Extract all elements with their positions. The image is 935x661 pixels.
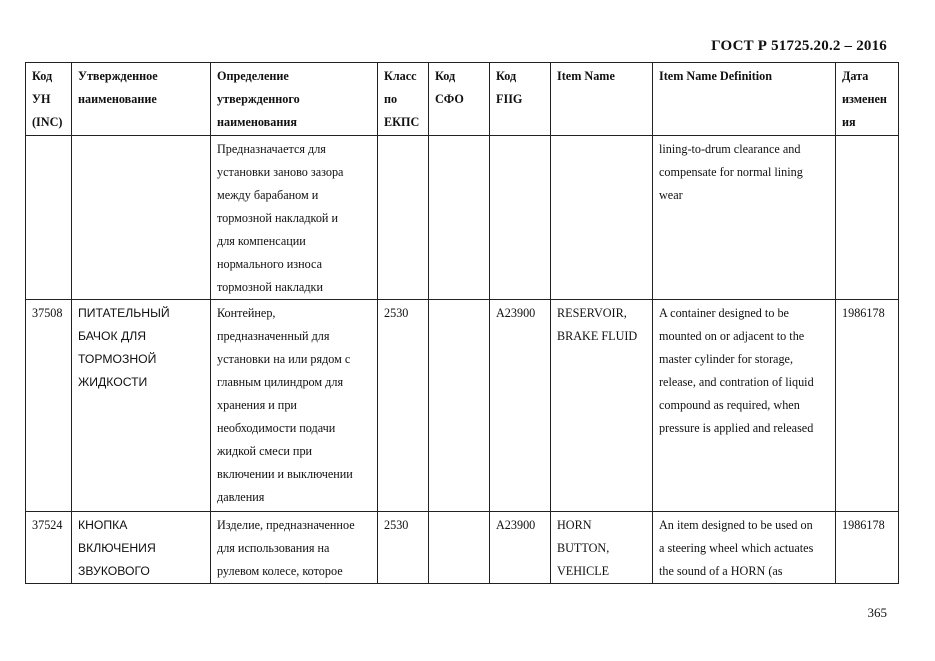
- item-name-cell: [551, 512, 653, 584]
- cell-text-line: ВКЛЮЧЕНИЯ: [78, 541, 156, 555]
- fiig-code-cell: [490, 136, 551, 300]
- sfo-code-cell: [429, 136, 490, 300]
- definition-ru-cell: [211, 136, 378, 300]
- column-header: [490, 63, 551, 136]
- item-definition-cell: [653, 300, 836, 512]
- inc-code-cell: [26, 300, 72, 512]
- cell-text-line: для использования на: [217, 541, 330, 555]
- cell-text: 37508: [32, 306, 63, 320]
- cell-text-line: VEHICLE: [557, 564, 610, 578]
- fiig-code-cell: [490, 512, 551, 584]
- item-definition-cell: [653, 512, 836, 584]
- cell-text-line: lining-to-drum clearance and: [659, 142, 801, 156]
- cell-text-line: ПИТАТЕЛЬНЫЙ: [78, 306, 170, 320]
- cell-text-line: жидкой смеси при: [217, 444, 313, 458]
- column-header-line: СФО: [435, 92, 464, 106]
- cell-text-line: compound as required, when: [659, 398, 800, 412]
- cell-text-line: ТОРМОЗНОЙ: [78, 352, 157, 366]
- column-header-line: утвержденного: [217, 92, 300, 106]
- cell-text-line: Контейнер,: [217, 306, 276, 320]
- column-header-line: (INC): [32, 115, 63, 129]
- cell-text: 2530: [384, 306, 409, 320]
- ekps-class-cell: [378, 136, 429, 300]
- cell-text: 1986178: [842, 518, 885, 532]
- table-row: [26, 512, 899, 584]
- item-name-cell: [551, 136, 653, 300]
- column-header: [72, 63, 211, 136]
- item-name-cell: [551, 300, 653, 512]
- column-header-line: ЕКПС: [384, 115, 420, 129]
- column-header: [378, 63, 429, 136]
- column-header-line: изменен: [842, 92, 887, 106]
- inc-code-cell: [26, 136, 72, 300]
- document-title: ГОСТ Р 51725.20.2 – 2016: [711, 38, 887, 54]
- cell-text-line: необходимости подачи: [217, 421, 336, 435]
- column-header: [551, 63, 653, 136]
- catalog-table: [25, 62, 899, 584]
- cell-text-line: HORN: [557, 518, 592, 532]
- column-header: [653, 63, 836, 136]
- table-row: [26, 300, 899, 512]
- cell-text-line: установки на или рядом с: [217, 352, 351, 366]
- sfo-code-cell: [429, 512, 490, 584]
- cell-text-line: КНОПКА: [78, 518, 128, 532]
- cell-text-line: mounted on or adjacent to the: [659, 329, 805, 343]
- cell-text: 2530: [384, 518, 409, 532]
- column-header: [26, 63, 72, 136]
- cell-text-line: wear: [659, 188, 683, 202]
- column-header-line: Item Name: [557, 69, 615, 83]
- cell-text-line: предназначенный для: [217, 329, 330, 343]
- change-date-cell: [836, 300, 899, 512]
- column-header: [429, 63, 490, 136]
- fiig-code-cell: [490, 300, 551, 512]
- cell-text-line: Изделие, предназначенное: [217, 518, 355, 532]
- cell-text-line: нормального износа: [217, 257, 322, 271]
- cell-text-line: Предназначается для: [217, 142, 326, 156]
- cell-text: 1986178: [842, 306, 885, 320]
- cell-text-line: pressure is applied and released: [659, 421, 814, 435]
- column-header-line: Класс: [384, 69, 417, 83]
- cell-text-line: compensate for normal lining: [659, 165, 803, 179]
- cell-text-line: установки заново зазора: [217, 165, 344, 179]
- approved-name-cell: [72, 300, 211, 512]
- cell-text-line: An item designed to be used on: [659, 518, 813, 532]
- cell-text-line: хранения и при: [217, 398, 297, 412]
- column-header-line: Утвержденное: [78, 69, 158, 83]
- cell-text-line: главным цилиндром для: [217, 375, 344, 389]
- cell-text-line: тормозной накладкой и: [217, 211, 339, 225]
- cell-text-line: RESERVOIR,: [557, 306, 627, 320]
- table-header-row: [26, 63, 899, 136]
- cell-text-line: БАЧОК ДЛЯ: [78, 329, 147, 343]
- sfo-code-cell: [429, 300, 490, 512]
- column-header-line: Дата: [842, 69, 869, 83]
- column-header-line: Код: [32, 69, 53, 83]
- cell-text: A23900: [496, 306, 536, 320]
- inc-code-cell: [26, 512, 72, 584]
- change-date-cell: [836, 512, 899, 584]
- column-header-line: по: [384, 92, 398, 106]
- cell-text-line: BRAKE FLUID: [557, 329, 638, 343]
- cell-text-line: the sound of a HORN (as: [659, 564, 783, 578]
- ekps-class-cell: [378, 512, 429, 584]
- approved-name-cell: [72, 136, 211, 300]
- column-header-line: Код: [435, 69, 456, 83]
- cell-text-line: ЗВУКОВОГО: [78, 564, 150, 578]
- ekps-class-cell: [378, 300, 429, 512]
- column-header-line: Item Name Definition: [659, 69, 773, 83]
- cell-text-line: включении и выключении: [217, 467, 353, 481]
- cell-text-line: release, and contration of liquid: [659, 375, 814, 389]
- cell-text-line: между барабаном и: [217, 188, 319, 202]
- column-header-line: УН: [32, 92, 51, 106]
- column-header-line: ия: [842, 115, 856, 129]
- column-header: [211, 63, 378, 136]
- page-number: 365: [867, 605, 887, 620]
- cell-text-line: a steering wheel which actuates: [659, 541, 814, 555]
- table-row: [26, 136, 899, 300]
- cell-text-line: рулевом колесе, которое: [217, 564, 343, 578]
- item-definition-cell: [653, 136, 836, 300]
- cell-text-line: ЖИДКОСТИ: [78, 375, 148, 389]
- cell-text: 37524: [32, 518, 63, 532]
- column-header-line: FIIG: [496, 92, 523, 106]
- cell-text-line: A container designed to be: [659, 306, 789, 320]
- column-header-line: Код: [496, 69, 517, 83]
- definition-ru-cell: [211, 300, 378, 512]
- column-header-line: наименования: [217, 115, 297, 129]
- cell-text-line: для компенсации: [217, 234, 306, 248]
- cell-text-line: BUTTON,: [557, 541, 610, 555]
- column-header-line: Определение: [217, 69, 289, 83]
- approved-name-cell: [72, 512, 211, 584]
- cell-text-line: давления: [217, 490, 265, 504]
- column-header: [836, 63, 899, 136]
- cell-text-line: тормозной накладки: [217, 280, 323, 294]
- definition-ru-cell: [211, 512, 378, 584]
- cell-text-line: master cylinder for storage,: [659, 352, 794, 366]
- column-header-line: наименование: [78, 92, 157, 106]
- change-date-cell: [836, 136, 899, 300]
- cell-text: A23900: [496, 518, 536, 532]
